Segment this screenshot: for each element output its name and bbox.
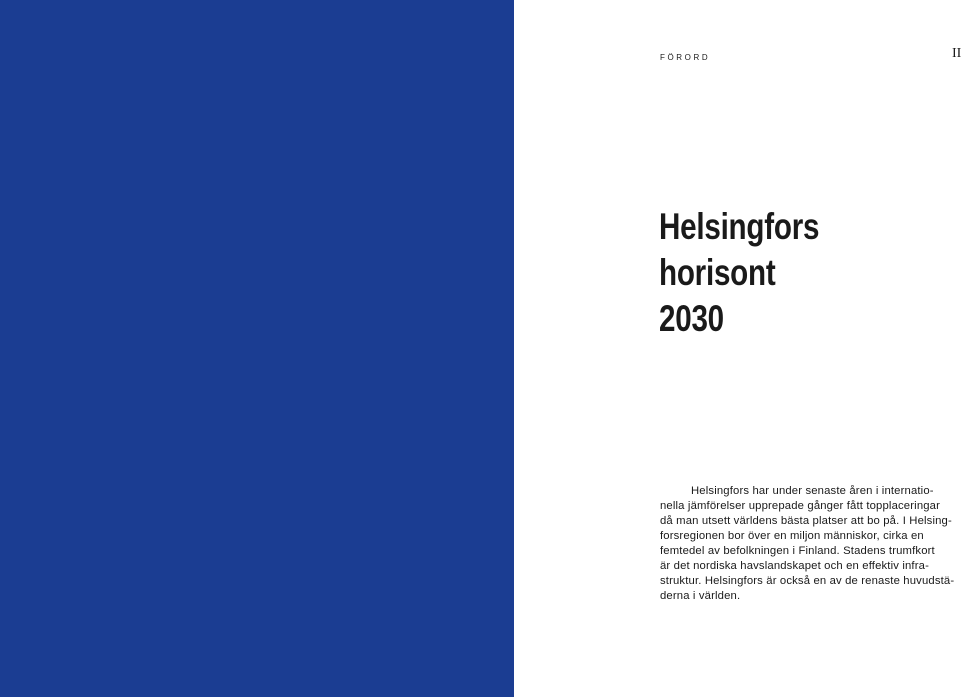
paragraph-line: femtedel av befolkningen i Finland. Stadens trumfkort [660, 545, 935, 557]
paragraph-line: är det nordiska havslandskapet och en effektiv infra- [660, 560, 929, 572]
page-title [659, 204, 819, 342]
paragraph-line: Helsingfors har under senaste åren i internatio- [691, 485, 934, 497]
paragraph-line: forsregionen bor över en miljon människor, cirka en [660, 530, 924, 542]
paragraph-line: struktur. Helsingfors är också en av de renaste huvudstä- [660, 575, 955, 587]
intro-paragraph [660, 484, 956, 604]
section-label: FÖRORD [660, 53, 711, 62]
right-page [514, 0, 960, 697]
title-line: horisont [659, 252, 776, 293]
paragraph-line: då man utsett världens bästa platser att bo på. I Helsing- [660, 515, 952, 527]
title-line: 2030 [659, 298, 724, 339]
paragraph-line: nella jämförelser upprepade gånger fått topplaceringar [660, 500, 941, 512]
paragraph-line: derna i världen. [660, 590, 741, 602]
page-number: II [952, 46, 961, 61]
title-line: Helsingfors [659, 206, 820, 247]
